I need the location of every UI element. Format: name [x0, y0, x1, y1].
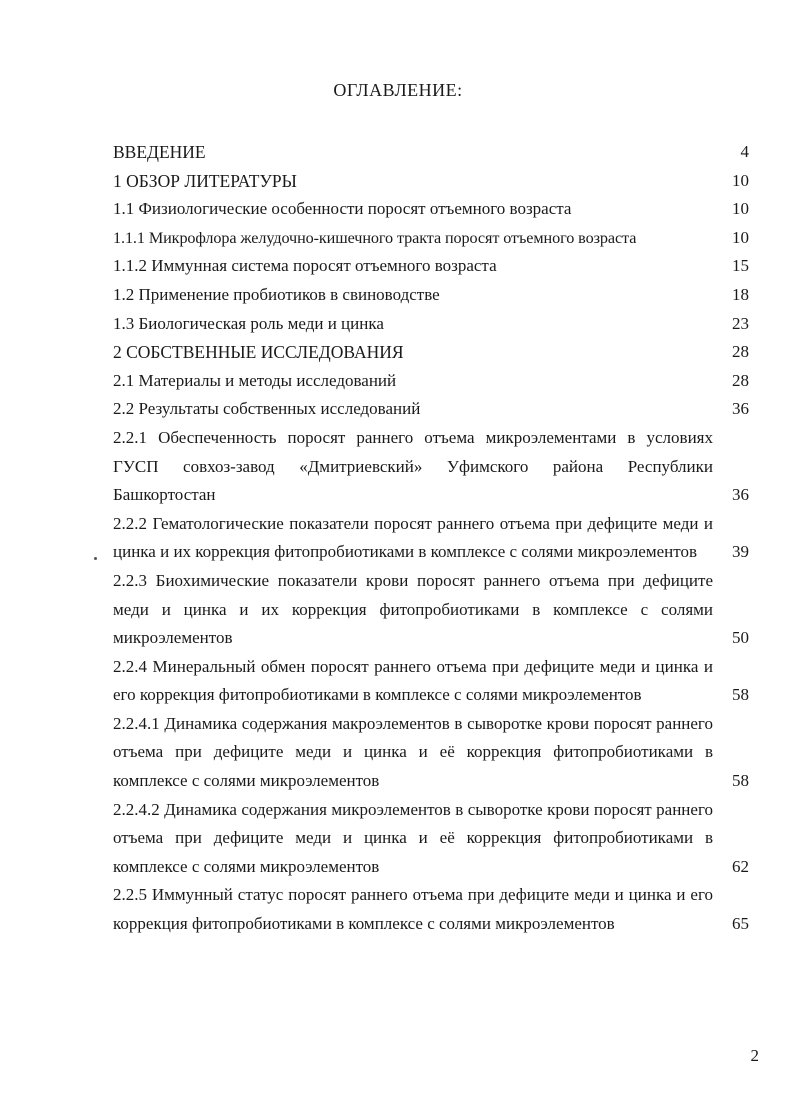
- page-number: 2: [750, 1046, 759, 1065]
- toc-entry-page: 10: [732, 170, 749, 190]
- toc-entry-title: 2.2.1 Обеспеченность поросят раннего отъема микроэлементами в условиях ГУСП совхоз-завод «Дмитриевский» Уфимского района Республики Башкортостан: [113, 427, 713, 505]
- page-title: ОГЛАВЛЕНИЕ:: [333, 80, 463, 100]
- toc-entry-title: 2 СОБСТВЕННЫЕ ИССЛЕДОВАНИЯ: [113, 342, 404, 363]
- toc-entry: [113, 338, 749, 367]
- toc-entry-page: 10: [732, 227, 749, 247]
- toc-entry-page: 4: [740, 142, 749, 161]
- toc-entry-title: 1.2 Применение пробиотиков в свиноводстве: [113, 284, 440, 304]
- table-of-contents: [113, 138, 749, 939]
- toc-entry-title: ВВЕДЕНИЕ: [113, 142, 206, 162]
- toc-entry: [113, 881, 749, 938]
- toc-entry: [113, 367, 749, 396]
- toc-entry-page: 39: [732, 542, 749, 562]
- toc-entry: [113, 224, 749, 253]
- toc-entry: [113, 281, 749, 310]
- toc-entry-title: 1.1.1 Микрофлора желудочно-кишечного тракта поросят отъемного возраста: [113, 228, 637, 247]
- toc-entry-page: 28: [732, 370, 749, 390]
- toc-entry-title: 2.2.4.1 Динамика содержания макроэлементов в сыворотке крови поросят раннего отъема при дефиците меди и цинка и её коррекция фитопробиотиками в комплексе с солями микроэлементов: [113, 713, 713, 791]
- toc-entry-page: 50: [732, 628, 749, 648]
- toc-entry-title: 2.2.4.2 Динамика содержания микроэлементов в сыворотке крови поросят раннего отъема при дефиците меди и цинка и её коррекция фитопробиотиками в комплексе с солями микроэлементов: [113, 799, 713, 876]
- toc-entry-page: 18: [732, 284, 749, 304]
- toc-entry: [113, 138, 749, 167]
- toc-entry-title: 1 ОБЗОР ЛИТЕРАТУРЫ: [113, 170, 297, 191]
- toc-entry: [113, 567, 749, 653]
- toc-entry-title: 2.2.2 Гематологические показатели поросят раннего отъема при дефиците меди и цинка и их коррекция фитопробиотиками в комплексе с солями микроэлементов: [113, 513, 713, 562]
- toc-entry: [113, 424, 749, 510]
- toc-entry-page: 58: [732, 685, 749, 705]
- toc-entry-page: 10: [732, 199, 749, 219]
- scan-speck: [94, 557, 97, 560]
- toc-entry: [113, 710, 749, 796]
- toc-entry: [113, 310, 749, 339]
- toc-entry-title: 1.3 Биологическая роль меди и цинка: [113, 313, 384, 333]
- toc-entry: [113, 252, 749, 281]
- toc-entry-title: 2.1 Материалы и методы исследований: [113, 370, 397, 390]
- toc-entry-title: 2.2.3 Биохимические показатели крови поросят раннего отъема при дефиците меди и цинка и их коррекция фитопробиотиками в комплексе с солями микроэлементов: [113, 570, 713, 648]
- toc-entry-page: 36: [732, 485, 749, 505]
- toc-entry-page: 58: [732, 771, 749, 791]
- toc-entry-title: 2.2 Результаты собственных исследований: [113, 399, 421, 419]
- toc-entry: [113, 195, 749, 224]
- toc-entry-page: 15: [732, 256, 749, 276]
- toc-entry: [113, 167, 749, 196]
- toc-entry-title: 1.1.2 Иммунная система поросят отъемного возраста: [113, 256, 497, 276]
- toc-entry-page: 65: [732, 914, 749, 934]
- toc-entry-page: 28: [732, 342, 749, 362]
- toc-entry-page: 23: [732, 313, 749, 333]
- toc-entry-title: 1.1 Физиологические особенности поросят отъемного возраста: [113, 199, 572, 219]
- toc-entry: [113, 510, 749, 567]
- toc-entry-title: 2.2.4 Минеральный обмен поросят раннего отъема при дефиците меди и цинка и его коррекция фитопробиотиками в комплексе с солями микроэлементов: [113, 656, 713, 705]
- toc-entry: [113, 395, 749, 424]
- toc-entry: [113, 796, 749, 882]
- toc-entry-page: 62: [732, 856, 749, 876]
- toc-entry-title: 2.2.5 Иммунный статус поросят раннего отъема при дефиците меди и цинка и его коррекция фитопробиотиками в комплексе с солями микроэлементов: [113, 885, 713, 934]
- toc-entry-page: 36: [732, 399, 749, 419]
- toc-entry: [113, 653, 749, 710]
